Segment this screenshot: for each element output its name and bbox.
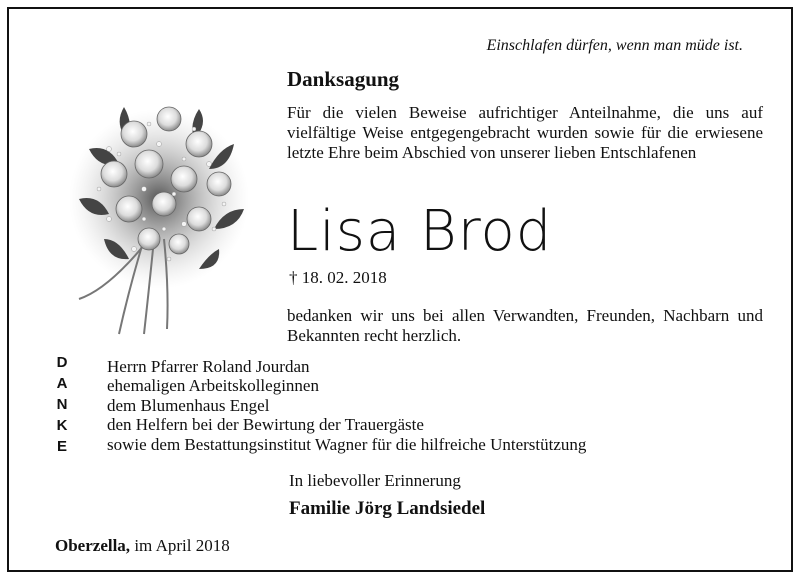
- list-item: den Helfern bei der Bewirtung der Trauergäste: [107, 415, 424, 435]
- notice-title: Danksagung: [287, 67, 400, 91]
- deceased-name: Lisa Brod: [287, 199, 553, 264]
- thanked-people-list: [107, 357, 586, 454]
- flower-bouquet-image: [49, 89, 264, 339]
- list-item: sowie dem Bestattungsinstitut Wagner für die hilfreiche Unterstützung: [107, 434, 587, 454]
- place-date: [55, 536, 230, 556]
- date: im April 2018: [134, 536, 230, 555]
- danke-letter: E: [56, 438, 67, 455]
- danke-letter: K: [56, 417, 68, 434]
- family-signature: Familie Jörg Landsiedel: [289, 498, 486, 519]
- danke-vertical: [53, 352, 71, 457]
- thanks-text: bedanken wir uns bei allen Verwandten, Freunden, Nachbarn und Bekannten recht herzlich.: [287, 306, 763, 345]
- list-item: ehemaligen Arbeitskolleginnen: [107, 376, 319, 396]
- place: Oberzella,: [55, 536, 131, 555]
- list-item: Herrn Pfarrer Roland Jourdan: [107, 357, 310, 376]
- obituary-notice: [7, 7, 793, 572]
- memory-line: In liebevoller Erinnerung: [289, 471, 461, 490]
- death-date: † 18. 02. 2018: [289, 268, 387, 287]
- intro-text: Für die vielen Beweise aufrichtiger Anteilnahme, die uns auf vielfältige Weise entgegengebracht wurden sowie für die erwiesene letzte Ehre beim Abschied von unserer lieben Entschlafenen: [287, 103, 763, 162]
- danke-letter: A: [56, 375, 68, 392]
- danke-letter: D: [56, 354, 68, 371]
- danke-letter: N: [56, 396, 68, 413]
- motto: Einschlafen dürfen, wenn man müde ist.: [486, 37, 743, 54]
- list-item: dem Blumenhaus Engel: [107, 395, 270, 415]
